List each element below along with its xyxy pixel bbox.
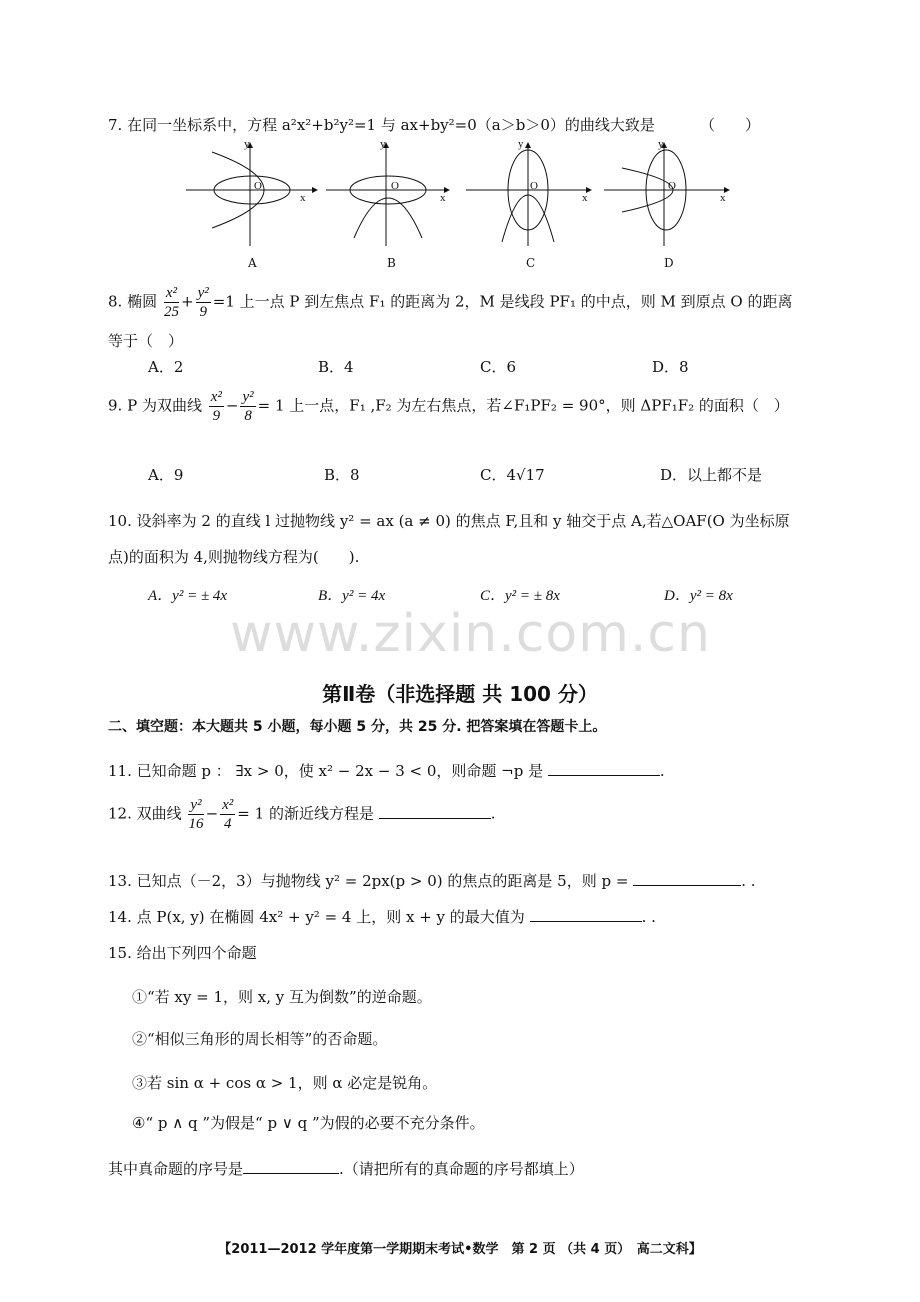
- period: .: [659, 762, 665, 780]
- option-c: C．4√17: [480, 466, 545, 484]
- question-text: =1 上一点 P 到左焦点 F₁ 的距离为 2，M 是线段 PF₁ 的中点，则 M 到原点 O 的距离: [212, 292, 793, 311]
- question-text: = 1 上一点，F₁ ,F₂ 为左右焦点，若∠F₁PF₂ = 90°，则 ΔPF₁F₂ 的面积（ ）: [257, 396, 789, 415]
- proposition-3: ③若 sin α + cos α > 1，则 α 必定是锐角。: [132, 1074, 438, 1092]
- origin-label: O: [668, 180, 676, 192]
- axis-x-label: x: [440, 192, 446, 204]
- axis-y-label: y: [380, 138, 386, 150]
- fraction: [188, 796, 203, 833]
- answer-blank[interactable]: [379, 804, 491, 819]
- graph-label-b: B: [387, 256, 396, 270]
- numerator: x²: [165, 285, 178, 301]
- origin-label: O: [391, 180, 399, 192]
- minus-sign: −: [205, 804, 219, 823]
- graph-label-d: D: [664, 256, 674, 270]
- question-9: [108, 388, 789, 425]
- option-d: D．8: [652, 358, 689, 376]
- fraction: [196, 284, 211, 321]
- option-b: B．8: [324, 466, 360, 484]
- fraction: [209, 388, 224, 425]
- option-c: C．6: [480, 358, 517, 376]
- proposition-1: ①“若 xy = 1，则 x, y 互为倒数”的逆命题。: [132, 988, 432, 1006]
- option-b: B．4: [318, 358, 354, 376]
- question-text: 14. 点 P(x, y) 在椭圆 4x² + y² = 4 上，则 x + y 的最大值为: [108, 908, 525, 926]
- option-b: B．y² = 4x: [318, 588, 386, 604]
- axis-x-label: x: [300, 192, 306, 204]
- question-15-closing: [108, 1158, 584, 1179]
- question-10: [108, 510, 790, 531]
- option-d: D．y² = 8x: [664, 588, 733, 604]
- answer-blank[interactable]: [243, 1159, 339, 1174]
- axis-x-label: x: [582, 192, 588, 204]
- denominator: 9: [212, 408, 221, 424]
- section-instruction: 二、填空题：本大题共 5 小题，每小题 5 分，共 25 分. 把答案填在答题卡上。: [108, 719, 607, 735]
- question-text: 其中真命题的序号是: [108, 1160, 244, 1178]
- answer-paren: （ ）: [700, 116, 761, 134]
- question-text: = 1 的渐近线方程是: [237, 804, 374, 823]
- denominator: 9: [199, 304, 207, 320]
- period: . .: [641, 908, 656, 926]
- proposition-4: ④“ p ∧ q ”为假是“ p ∨ q ”为假的必要不充分条件。: [132, 1114, 485, 1132]
- proposition-2: ②“相似三角形的周长相等”的否命题。: [132, 1030, 388, 1048]
- denominator: 8: [244, 408, 252, 424]
- question-text: 13. 已知点（－2，3）与抛物线 y² = 2px(p > 0) 的焦点的距离是 5，则 p =: [108, 872, 629, 890]
- question-10-line2: 点)的面积为 4,则抛物线方程为( ).: [108, 548, 360, 566]
- question-7: [108, 114, 655, 135]
- answer-blank[interactable]: [530, 907, 642, 922]
- question-number: 8.: [108, 292, 123, 311]
- fraction: [240, 388, 255, 425]
- question-11: [108, 760, 665, 781]
- graph-label-c: C: [526, 256, 536, 270]
- denominator: 25: [163, 304, 179, 320]
- question-15: 15. 给出下列四个命题: [108, 944, 257, 962]
- question-text: P 为双曲线: [127, 396, 202, 415]
- numerator: x²: [210, 389, 222, 405]
- plus-sign: +: [181, 292, 194, 311]
- graph-a: [186, 138, 318, 268]
- question-number: 10.: [108, 512, 132, 530]
- graph-d: [604, 138, 730, 268]
- graph-d-svg: [604, 138, 730, 268]
- option-a: A．y² = ± 4x: [148, 588, 228, 604]
- graph-c: [466, 138, 592, 268]
- graph-b: [326, 138, 450, 268]
- page-footer: 【2011—2012 学年度第一学期期末考试•数学 第 2 页 （共 4 页） 高二文科】: [218, 1242, 702, 1257]
- fraction: [164, 284, 179, 321]
- answer-blank[interactable]: [633, 871, 741, 886]
- fraction: [220, 796, 235, 833]
- option-c: C．y² = ± 8x: [480, 588, 560, 604]
- question-12: [108, 796, 496, 833]
- question-8: [108, 284, 792, 321]
- numerator: y²: [190, 797, 202, 813]
- axis-y-label: y: [244, 138, 250, 150]
- option-a: A．2: [148, 358, 184, 376]
- question-text: 12. 双曲线: [108, 804, 182, 823]
- graph-a-svg: [186, 138, 318, 268]
- section-title: 第Ⅱ卷（非选择题 共 100 分）: [322, 682, 598, 706]
- question-number: 7.: [108, 116, 123, 134]
- origin-label: O: [254, 180, 262, 192]
- axis-x-label: x: [720, 192, 726, 204]
- question-text: 在同一坐标系中，方程 a²x²+b²y²=1 与 ax+by²=0（a＞b＞0）的曲线大致是: [127, 116, 655, 134]
- minus-sign: −: [225, 396, 239, 415]
- option-a: A．9: [148, 466, 184, 484]
- period: .: [490, 804, 496, 823]
- period: . .: [741, 872, 756, 890]
- axis-y-label: y: [518, 138, 524, 150]
- question-13: [108, 870, 756, 891]
- question-8-line2: 等于（ ）: [108, 332, 184, 350]
- graph-c-svg: [466, 138, 592, 268]
- numerator: y²: [197, 285, 209, 301]
- numerator: y²: [242, 389, 254, 405]
- question-number: 9.: [108, 396, 123, 415]
- question-14: [108, 906, 656, 927]
- question-text: 设斜率为 2 的直线 l 过抛物线 y² = ax (a ≠ 0) 的焦点 F,且和 y 轴交于点 A,若△OAF(O 为坐标原: [136, 512, 790, 530]
- origin-label: O: [530, 180, 538, 192]
- question-text: .（请把所有的真命题的序号都填上）: [339, 1160, 584, 1178]
- numerator: x²: [222, 797, 234, 813]
- denominator: 4: [223, 816, 232, 832]
- watermark: www.zixin.com.cn: [230, 604, 711, 664]
- option-d: D．以上都不是: [660, 466, 763, 484]
- answer-blank[interactable]: [548, 761, 660, 776]
- question-text: 椭圆: [127, 292, 158, 311]
- question-text: 11. 已知命题 p ： ∃x > 0，使 x² − 2x − 3 < 0，则命题 ¬p 是: [108, 762, 544, 780]
- axis-y-label: y: [658, 138, 664, 150]
- denominator: 16: [188, 816, 204, 832]
- graph-label-a: A: [248, 256, 257, 270]
- graph-b-svg: [326, 138, 450, 268]
